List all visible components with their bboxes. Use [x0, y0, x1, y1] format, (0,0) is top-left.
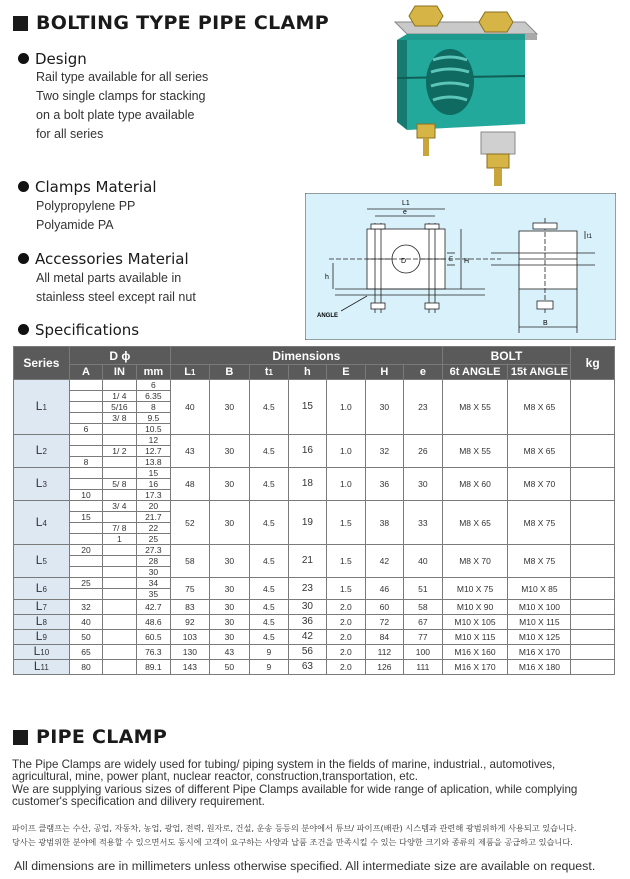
kg-cell [571, 435, 615, 468]
mm-cell: 20 [136, 501, 170, 512]
col-h-big: H [365, 365, 404, 380]
accessories-title: Accessories Material [35, 250, 189, 268]
h-cell: 19 [288, 501, 327, 545]
t1-cell: 4.5 [250, 380, 289, 435]
e-cell: 1.5 [327, 545, 366, 578]
table-row [14, 600, 615, 615]
b6-cell: M8 X 60 [442, 468, 508, 501]
a-cell: 15 [69, 512, 102, 523]
in-cell [103, 615, 136, 630]
kg-cell [571, 600, 615, 615]
e-cell: 51 [404, 578, 443, 600]
design-line: Two single clamps for stacking [36, 89, 206, 103]
in-cell [103, 567, 136, 578]
e-cell: 2.0 [327, 630, 366, 645]
series-sub: 5 [42, 557, 47, 566]
table-row [14, 615, 615, 630]
in-cell [103, 457, 136, 468]
col-15t-angle: 15t ANGLE [508, 365, 571, 380]
mm-cell: 60.5 [136, 630, 170, 645]
accessories-line: All metal parts available in [36, 271, 182, 285]
t1-cell: 4.5 [250, 501, 289, 545]
mm-cell: 34 [136, 578, 170, 589]
in-cell: 1/ 2 [103, 446, 136, 457]
accessories-line: stainless steel except rail nut [36, 290, 196, 304]
t1-cell: 4.5 [250, 545, 289, 578]
table-row [14, 645, 615, 660]
design-line: for all series [36, 127, 104, 141]
series-cell [14, 578, 70, 600]
mm-cell: 12.7 [136, 446, 170, 457]
bullet-icon [18, 181, 29, 192]
in-cell: 5/16 [103, 402, 136, 413]
series-name: L [35, 399, 43, 413]
a-cell [69, 501, 102, 512]
b6-cell: M10 X 115 [442, 630, 508, 645]
phi-symbol: ϕ [121, 348, 131, 363]
series-sub: 6 [42, 584, 47, 594]
kg-cell [571, 578, 615, 600]
in-cell [103, 578, 136, 589]
mm-cell: 42.7 [136, 600, 170, 615]
description-line: customer's specification and dilivery requirement. [12, 795, 265, 808]
col-l1-sub: 1 [190, 367, 196, 377]
b6-cell: M10 X 105 [442, 615, 508, 630]
in-cell [103, 556, 136, 567]
e-cell: 111 [404, 660, 443, 675]
b-cell: 30 [209, 501, 250, 545]
series-sub: 3 [42, 480, 47, 489]
table-row [14, 630, 615, 645]
b-cell: 30 [209, 380, 250, 435]
col-t1-label: t [264, 365, 269, 378]
a-cell: 32 [69, 600, 102, 615]
mm-cell: 6.35 [136, 391, 170, 402]
in-cell [103, 468, 136, 479]
t1-cell: 9 [250, 645, 289, 660]
mm-cell: 15 [136, 468, 170, 479]
h-cell: 42 [288, 630, 327, 645]
series-name: L [35, 599, 43, 613]
bullet-icon [18, 324, 29, 335]
series-name: L [35, 580, 43, 595]
col-d-label: D [109, 348, 119, 363]
drawing-label-angle: ANGLE [317, 313, 338, 319]
col-kg: kg [571, 347, 615, 380]
drawing-label-d: D [401, 258, 407, 265]
e-cell: 2.0 [327, 600, 366, 615]
a-cell: 8 [69, 457, 102, 468]
series-sub: 2 [42, 447, 47, 456]
e-cell: 1.5 [327, 578, 366, 600]
l1-cell: 92 [171, 615, 210, 630]
a-cell [69, 468, 102, 479]
col-e-big: E [327, 365, 366, 380]
a-cell [69, 589, 102, 600]
design-line: on a bolt plate type available [36, 108, 195, 122]
b15-cell: M10 X 85 [508, 578, 571, 600]
drawing-label-E: E [449, 257, 454, 263]
col-d [69, 347, 170, 365]
description-line: The Pipe Clamps are widely used for tubing/ piping system in the fields of marine, industrial., automotives, [12, 758, 556, 771]
series-sub: 9 [42, 633, 47, 642]
l1-cell: 52 [171, 501, 210, 545]
in-cell [103, 545, 136, 556]
b6-cell: M10 X 90 [442, 600, 508, 615]
table-row [14, 468, 615, 479]
b15-cell: M16 X 170 [508, 645, 571, 660]
a-cell [69, 523, 102, 534]
series-cell [14, 435, 70, 468]
specifications-heading [18, 321, 139, 339]
h-cell: 36 [288, 615, 327, 630]
col-h-small: h [288, 365, 327, 380]
l1-cell: 58 [171, 545, 210, 578]
page-title: BOLTING TYPE PIPE CLAMP [36, 12, 329, 34]
h-cell: 84 [365, 630, 404, 645]
e-cell: 1.0 [327, 435, 366, 468]
h-cell: 18 [288, 468, 327, 501]
h-cell: 56 [288, 645, 327, 660]
e-cell: 40 [404, 545, 443, 578]
series-cell [14, 630, 70, 645]
a-cell: 40 [69, 615, 102, 630]
a-cell: 25 [69, 578, 102, 589]
table-row [14, 545, 615, 556]
e-cell: 26 [404, 435, 443, 468]
in-cell: 1 [103, 534, 136, 545]
in-cell: 7/ 8 [103, 523, 136, 534]
table-row [14, 501, 615, 512]
kg-cell [571, 545, 615, 578]
mm-cell: 35 [136, 589, 170, 600]
in-cell: 3/ 4 [103, 501, 136, 512]
b-cell: 30 [209, 600, 250, 615]
series-cell [14, 645, 70, 660]
in-cell [103, 600, 136, 615]
b15-cell: M10 X 115 [508, 615, 571, 630]
series-sub: 10 [40, 648, 50, 657]
series-name: L [35, 443, 43, 457]
a-cell [69, 446, 102, 457]
series-cell [14, 600, 70, 615]
in-cell [103, 660, 136, 675]
mm-cell: 76.3 [136, 645, 170, 660]
t1-cell: 4.5 [250, 468, 289, 501]
b-cell: 30 [209, 468, 250, 501]
series-name: L [33, 644, 41, 658]
series-name: L [35, 614, 43, 628]
description-line: We are supplying various sizes of different Pipe Clamps available for wide range of aplication, while complying [12, 783, 578, 796]
mm-cell: 48.6 [136, 615, 170, 630]
series-name: L [35, 553, 43, 567]
in-cell [103, 380, 136, 391]
col-series: Series [14, 347, 70, 380]
col-t1 [250, 365, 289, 380]
in-cell [103, 589, 136, 600]
table-row [14, 380, 615, 391]
mm-cell: 12 [136, 435, 170, 446]
series-cell [14, 660, 70, 675]
t1-cell: 4.5 [250, 630, 289, 645]
h-cell: 38 [365, 501, 404, 545]
t1-cell: 4.5 [250, 435, 289, 468]
b15-cell: M8 X 70 [508, 468, 571, 501]
b15-cell: M10 X 125 [508, 630, 571, 645]
series-cell [14, 380, 70, 435]
b6-cell: M8 X 65 [442, 501, 508, 545]
a-cell: 20 [69, 545, 102, 556]
b15-cell: M10 X 100 [508, 600, 571, 615]
t1-cell: 4.5 [250, 600, 289, 615]
series-name: L [33, 659, 41, 673]
kg-cell [571, 630, 615, 645]
series-sub: 1 [42, 403, 47, 412]
specifications-table [13, 346, 615, 675]
a-cell [69, 556, 102, 567]
b6-cell: M8 X 55 [442, 380, 508, 435]
series-cell [14, 545, 70, 578]
mm-cell: 28 [136, 556, 170, 567]
b-cell: 30 [209, 578, 250, 600]
mm-cell: 89.1 [136, 660, 170, 675]
h-cell: 30 [365, 380, 404, 435]
a-cell: 80 [69, 660, 102, 675]
col-t1-sub: 1 [268, 367, 273, 377]
e-cell: 2.0 [327, 660, 366, 675]
t1-cell: 9 [250, 660, 289, 675]
mm-cell: 25 [136, 534, 170, 545]
h-cell: 36 [365, 468, 404, 501]
clamps-title: Clamps Material [35, 178, 157, 196]
a-cell [69, 435, 102, 446]
table-row [14, 578, 615, 589]
b6-cell: M8 X 70 [442, 545, 508, 578]
col-mm: mm [136, 365, 170, 380]
a-cell [69, 380, 102, 391]
h-cell: 23 [288, 578, 327, 600]
a-cell [69, 479, 102, 490]
col-6t-angle: 6t ANGLE [442, 365, 508, 380]
col-e-small: e [404, 365, 443, 380]
h-cell: 60 [365, 600, 404, 615]
in-cell [103, 435, 136, 446]
col-dimensions: Dimensions [171, 347, 443, 365]
drawing-label-e: e [403, 209, 407, 216]
mm-cell: 17.3 [136, 490, 170, 501]
series-cell [14, 615, 70, 630]
l1-cell: 130 [171, 645, 210, 660]
in-cell [103, 645, 136, 660]
col-b: B [209, 365, 250, 380]
drawing-label-B: B [543, 320, 548, 327]
specifications-title: Specifications [35, 321, 140, 339]
description-line: agricultural, mine, power plant, nuclear reactor, construction,transportation, etc. [12, 770, 418, 783]
e-cell: 100 [404, 645, 443, 660]
b15-cell: M8 X 65 [508, 435, 571, 468]
b15-cell: M16 X 180 [508, 660, 571, 675]
series-sub: 11 [40, 663, 49, 672]
a-cell [69, 391, 102, 402]
b-cell: 30 [209, 435, 250, 468]
e-cell: 67 [404, 615, 443, 630]
table-row [14, 435, 615, 446]
kg-cell [571, 501, 615, 545]
l1-cell: 143 [171, 660, 210, 675]
a-cell: 10 [69, 490, 102, 501]
t1-cell: 4.5 [250, 578, 289, 600]
l1-cell: 83 [171, 600, 210, 615]
technical-drawing [305, 193, 616, 340]
a-cell [69, 534, 102, 545]
h-cell: 15 [288, 380, 327, 435]
kg-cell [571, 468, 615, 501]
e-cell: 1.0 [327, 468, 366, 501]
b6-cell: M10 X 75 [442, 578, 508, 600]
bullet-icon [18, 253, 29, 264]
b-cell: 43 [209, 645, 250, 660]
mm-cell: 10.5 [136, 424, 170, 435]
kg-cell [571, 660, 615, 675]
series-name: L [35, 514, 43, 529]
e-cell: 58 [404, 600, 443, 615]
series-cell [14, 501, 70, 545]
design-heading [18, 50, 87, 68]
e-cell: 23 [404, 380, 443, 435]
accessories-heading [18, 250, 189, 268]
b15-cell: M8 X 75 [508, 545, 571, 578]
section-square-icon [13, 16, 28, 31]
design-title: Design [35, 50, 87, 68]
clamps-line: Polyamide PA [36, 218, 114, 232]
b6-cell: M16 X 170 [442, 660, 508, 675]
in-cell [103, 424, 136, 435]
col-in: IN [103, 365, 136, 380]
in-cell: 5/ 8 [103, 479, 136, 490]
l1-cell: 43 [171, 435, 210, 468]
drawing-label-l1: L1 [402, 200, 410, 207]
l1-cell: 40 [171, 380, 210, 435]
t1-cell: 4.5 [250, 615, 289, 630]
e-cell: 1.0 [327, 380, 366, 435]
table-row [14, 660, 615, 675]
h-cell: 112 [365, 645, 404, 660]
e-cell: 2.0 [327, 615, 366, 630]
b-cell: 30 [209, 615, 250, 630]
kg-cell [571, 645, 615, 660]
a-cell: 6 [69, 424, 102, 435]
series-cell [14, 468, 70, 501]
a-cell: 50 [69, 630, 102, 645]
h-cell: 46 [365, 578, 404, 600]
b15-cell: M8 X 65 [508, 380, 571, 435]
mm-cell: 22 [136, 523, 170, 534]
mm-cell: 13.8 [136, 457, 170, 468]
b-cell: 30 [209, 630, 250, 645]
b15-cell: M8 X 75 [508, 501, 571, 545]
series-sub: 8 [42, 618, 47, 627]
col-l1 [171, 365, 210, 380]
h-cell: 72 [365, 615, 404, 630]
section-square-icon [13, 730, 28, 745]
korean-description-line: 파이프 클램프는 수산, 공업, 자동차, 농업, 광업, 전력, 원자로, 건설, 운송 등등의 분야에서 튜브/ 파이프(배관) 시스템과 관련해 광범위하게 사용되고 있습니다. [12, 823, 577, 833]
a-cell: 65 [69, 645, 102, 660]
mm-cell: 8 [136, 402, 170, 413]
h-cell: 21 [288, 545, 327, 578]
h-cell: 126 [365, 660, 404, 675]
korean-description-line: 당사는 광범위한 분야에 적용할 수 있으면서도 동시에 고객이 요구하는 사양과 납품 조건을 만족시킬 수 있는 다양한 크기와 종류의 제품을 공급하고 있습니다. [12, 837, 573, 847]
kg-cell [571, 615, 615, 630]
e-cell: 2.0 [327, 645, 366, 660]
in-cell [103, 630, 136, 645]
drawing-label-H: H [464, 258, 470, 265]
series-name: L [35, 476, 43, 490]
mm-cell: 21.7 [136, 512, 170, 523]
col-a: A [69, 365, 102, 380]
col-bolt: BOLT [442, 347, 571, 365]
series-name: L [35, 629, 43, 643]
b6-cell: M8 X 55 [442, 435, 508, 468]
series-sub: 4 [42, 518, 47, 528]
l1-cell: 103 [171, 630, 210, 645]
l1-cell: 48 [171, 468, 210, 501]
drawing-label-t1: t1 [587, 234, 593, 240]
drawing-label-h: h [325, 274, 329, 281]
h-cell: 63 [288, 660, 327, 675]
e-cell: 30 [404, 468, 443, 501]
col-l1-label: L [184, 365, 191, 378]
mm-cell: 6 [136, 380, 170, 391]
b6-cell: M16 X 160 [442, 645, 508, 660]
h-cell: 32 [365, 435, 404, 468]
h-cell: 42 [365, 545, 404, 578]
l1-cell: 75 [171, 578, 210, 600]
in-cell [103, 512, 136, 523]
clamp-product-image [385, 0, 545, 190]
kg-cell [571, 380, 615, 435]
e-cell: 1.5 [327, 501, 366, 545]
series-sub: 7 [42, 603, 47, 612]
h-cell: 30 [288, 600, 327, 615]
mm-cell: 16 [136, 479, 170, 490]
in-cell: 3/ 8 [103, 413, 136, 424]
design-line: Rail type available for all series [36, 70, 209, 84]
clamps-heading [18, 178, 157, 196]
b-cell: 30 [209, 545, 250, 578]
a-cell [69, 402, 102, 413]
a-cell [69, 567, 102, 578]
bullet-icon [18, 53, 29, 64]
mm-cell: 9.5 [136, 413, 170, 424]
mm-cell: 27.3 [136, 545, 170, 556]
h-cell: 16 [288, 435, 327, 468]
e-cell: 77 [404, 630, 443, 645]
a-cell [69, 413, 102, 424]
footer-note: All dimensions are in millimeters unless otherwise specified. All intermediate size are available on request. [14, 859, 596, 873]
in-cell: 1/ 4 [103, 391, 136, 402]
b-cell: 50 [209, 660, 250, 675]
pipe-clamp-title: PIPE CLAMP [36, 726, 168, 748]
in-cell [103, 490, 136, 501]
clamps-line: Polypropylene PP [36, 199, 136, 213]
e-cell: 33 [404, 501, 443, 545]
mm-cell: 30 [136, 567, 170, 578]
